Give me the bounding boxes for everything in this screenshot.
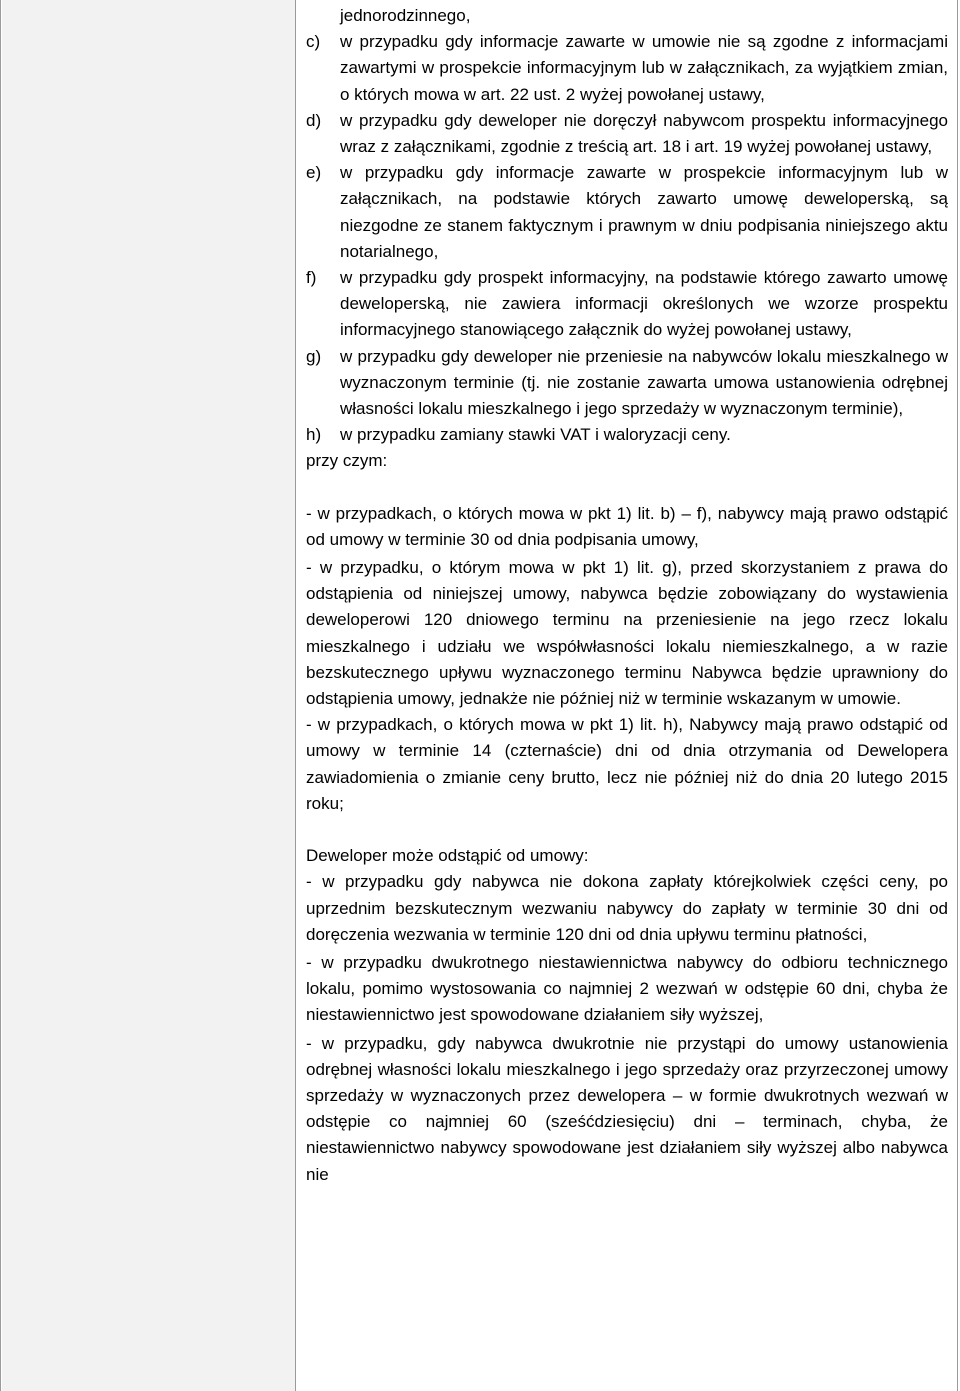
list-item: [306, 344, 948, 423]
list-item-text: w przypadku gdy deweloper nie przeniesie na nabywców lokalu mieszkalnego w wyznaczonym terminie (tj. nie zostanie zawarta umowa ustanowienia odrębnej własności lokalu mieszkalnego i jego sprzedaży w wyznaczonym terminie),: [340, 346, 948, 419]
buyer-withdrawal-terms: [306, 501, 948, 817]
paragraph: - w przypadku gdy nabywca nie dokona zapłaty którejkolwiek części ceny, po uprzednim bezskutecznym wezwaniu nabywcy do zapłaty w terminie 30 dni od doręczenia wezwania w terminie 120 dni od dnia upływu terminu płatności,: [306, 872, 948, 944]
paragraph: - w przypadkach, o których mowa w pkt 1) lit. b) – f), nabywcy mają prawo odstąpić od umowy w terminie 30 od dnia podpisania umowy,: [306, 503, 948, 549]
document-text: [306, 3, 948, 1188]
przy-czym-label: przy czym:: [306, 451, 388, 471]
paragraph: - w przypadkach, o których mowa w pkt 1) lit. h), Nabywcy mają prawo odstąpić od umowy w terminie 14 (czternaście) dni od dnia otrzymania od Dewelopera zawiadomienia o zmianie ceny brutto, lecz nie później niż do dnia 20 lutego 2015 roku;: [306, 715, 948, 813]
list-item-text: w przypadku gdy informacje zawarte w prospekcie informacyjnym lub w załącznikach, na podstawie których zawarto umowę deweloperską, są niezgodne ze stanem faktycznym i prawnym w dniu podpisania niniejszego aktu notarialnego,: [340, 163, 948, 261]
list-item-marker: c): [306, 32, 321, 52]
withdrawal-cases-list: [306, 29, 948, 448]
list-item: [306, 108, 948, 160]
list-item-marker: d): [306, 110, 322, 130]
developer-withdrawal-terms: [306, 869, 948, 1187]
list-item-text: w przypadku gdy prospekt informacyjny, na podstawie którego zawarto umowę deweloperską, nie zawiera informacji określonych we wzorze prospektu informacyjnego stanowiącego załącznik do wyżej powołanej ustawy,: [340, 268, 948, 340]
list-item: [306, 265, 948, 344]
paragraph: - w przypadku, gdy nabywca dwukrotnie nie przystąpi do umowy ustanowienia odrębnej własności lokalu mieszkalnego i jego sprzedaży oraz przyrzeczonej umowy sprzedaży w wyznaczonych przez dewelopera – w formie dwukrotnych wezwań w odstępie co najmniej 60 (sześćdziesięciu) dni – terminach, chyba, że niestawiennictwo nabywcy spowodowane jest działaniem siły wyższej albo nabywca nie: [306, 1033, 948, 1184]
deweloper-heading: Deweloper może odstąpić od umowy:: [306, 846, 589, 866]
intro-line: jednorodzinnego,: [340, 6, 471, 25]
left-column-cell: [2, 0, 296, 1391]
list-item-marker: h): [306, 425, 322, 445]
list-item-text: w przypadku gdy informacje zawarte w umowie nie są zgodne z informacjami zawartymi w prospekcie informacyjnym lub w załącznikach, za wyjątkiem zmian, o których mowa w art. 22 ust. 2 wyżej powołanej ustawy,: [340, 32, 948, 104]
list-item-text: w przypadku zamiany stawki VAT i waloryzacji ceny.: [340, 425, 731, 445]
list-item-marker: e): [306, 163, 322, 183]
list-item: [306, 422, 948, 448]
list-item-text: w przypadku gdy deweloper nie doręczył nabywcom prospektu informacyjnego wraz z załącznikami, zgodnie z treścią art. 18 i art. 19 wyżej powołanej ustawy,: [340, 110, 948, 157]
list-item: [306, 29, 948, 108]
paragraph: - w przypadku, o którym mowa w pkt 1) lit. g), przed skorzystaniem z prawa do odstąpienia od niniejszej umowy, nabywca będzie zobowiązany do wystawienia deweloperowi 120 dniowego terminu na przeniesienie na jego rzecz lokalu mieszkalnego i udziału we współwłasności lokalu niemieszkalnego, a w razie bezskutecznego upływu wyznaczonego terminu Nabywca będzie uprawniony do odstąpienia umowy, jednakże nie później niż w terminie wskazanym w umowie.: [306, 558, 948, 709]
right-column-cell: [296, 0, 958, 1391]
list-item-marker: g): [306, 346, 322, 366]
list-item-marker: f): [306, 268, 317, 288]
spacer: [306, 817, 948, 843]
paragraph: - w przypadku dwukrotnego niestawiennictwa nabywcy do odbioru technicznego lokalu, pomimo wystosowania co najmniej 2 wezwań w odstępie 60 dni, chyba że niestawiennictwo jest spowodowane działaniem siły wyższej,: [306, 952, 948, 1025]
list-item: [306, 160, 948, 265]
spacer: [306, 475, 948, 501]
